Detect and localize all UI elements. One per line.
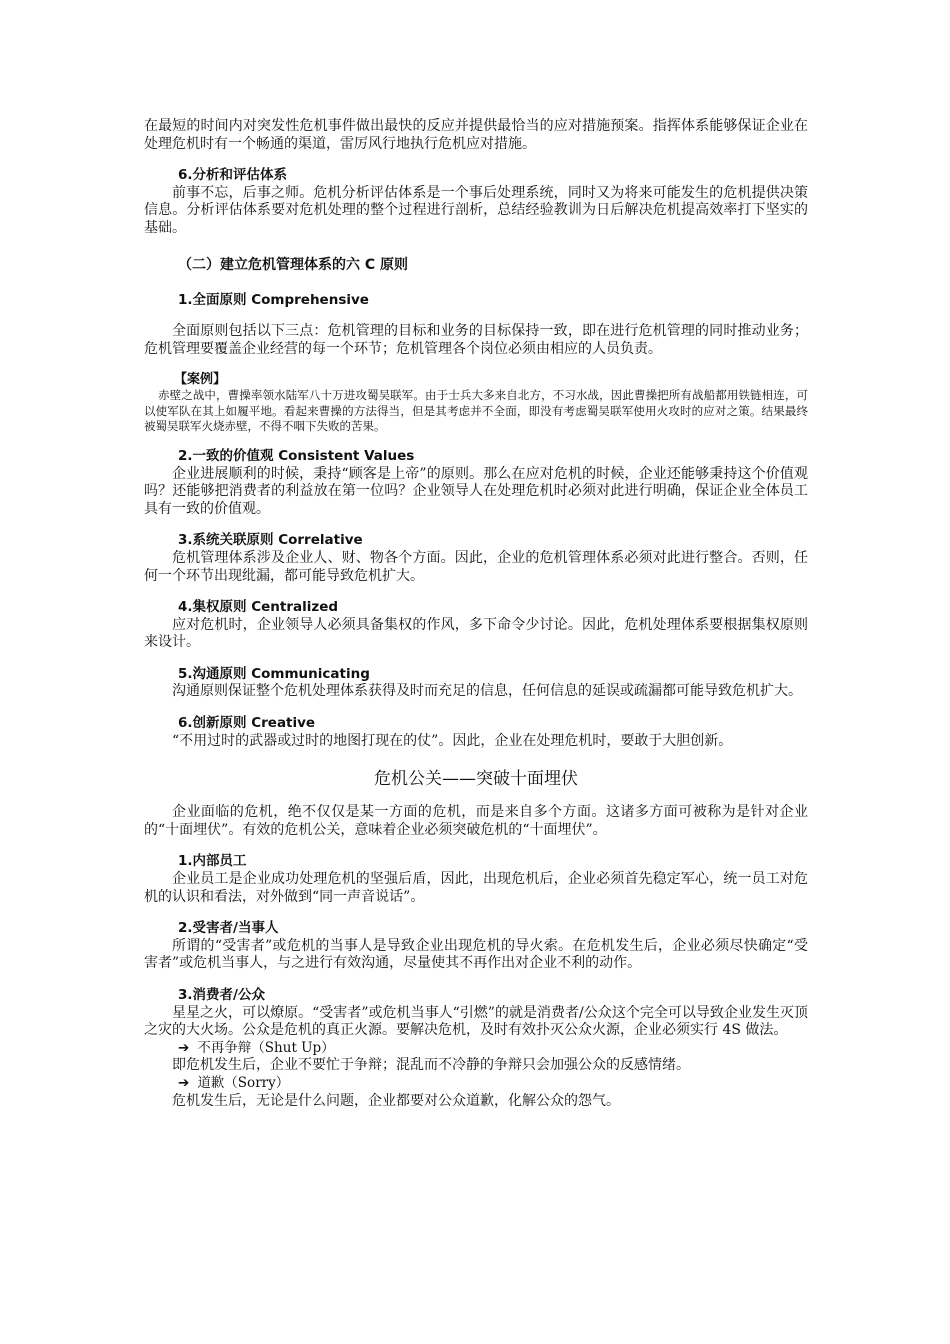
principle-heading-creative: 6.创新原则 Creative xyxy=(178,715,316,732)
principle-heading-comprehensive: 1.全面原则 Comprehensive xyxy=(178,291,369,308)
victim-heading: 2.受害者/当事人 xyxy=(178,920,279,937)
bullet-shut-up xyxy=(144,1040,808,1058)
crisis-pr-intro-paragraph: 企业面临的危机，绝不仅仅是某一方面的危机，而是来自多个方面。这诸多方面可被称为是针对企业的“十面埋伏”。有效的危机公关，意味着企业必须突破危机的“十面埋伏”。 xyxy=(144,804,808,838)
bullet-shut-up-label: 不再争辩（Shut Up） xyxy=(197,1039,335,1056)
staff-heading: 1.内部员工 xyxy=(178,853,247,870)
case-text: 赤壁之战中，曹操率领水陆军八十万进攻蜀吴联军。由于士兵大多来自北方，不习水战，因此曹操把所有战船都用铁链相连，可以使军队在其上如履平地。看起来曹操的方法得当，但是其考虑并不全面，即没有考虑蜀吴联军使用火攻时的应对之策。结果最终被蜀吴联军火烧赤壁，不得不咽下失败的苦果。 xyxy=(144,388,808,433)
intro-paragraph: 在最短的时间内对突发性危机事件做出最快的反应并提供最恰当的应对措施预案。指挥体系能够保证企业在处理危机时有一个畅通的渠道，雷厉风行地执行危机应对措施。 xyxy=(144,118,808,152)
six-c-section-heading: （二）建立危机管理体系的六 C 原则 xyxy=(178,256,409,273)
bullet-sorry-paragraph: 危机发生后，无论是什么问题，企业都要对公众道歉，化解公众的怨气。 xyxy=(172,1092,620,1109)
victim-paragraph: 所谓的“受害者”或危机的当事人是导致企业出现危机的导火索。在危机发生后，企业必须尽快确定“受害者”或危机当事人，与之进行有效沟通，尽量使其不再作出对企业不利的动作。 xyxy=(144,937,808,972)
principle-heading-correlative: 3.系统关联原则 Correlative xyxy=(178,532,363,549)
arrow-right-icon: ➔ xyxy=(178,1074,190,1091)
bullet-sorry xyxy=(144,1075,808,1093)
principle-text-comprehensive: 全面原则包括以下三点：危机管理的目标和业务的目标保持一致，即在进行危机管理的同时推动业务；危机管理要覆盖企业经营的每一个环节；危机管理各个岗位必须由相应的人员负责。 xyxy=(144,323,808,357)
bullet-sorry-label: 道歉（Sorry） xyxy=(197,1074,290,1091)
principle-text-communicating: 沟通原则保证整个危机处理体系获得及时而充足的信息，任何信息的延误或疏漏都可能导致危机扩大。 xyxy=(172,683,802,700)
principle-heading-communicating: 5.沟通原则 Communicating xyxy=(178,665,370,682)
principle-text-correlative: 危机管理体系涉及企业人、财、物各个方面。因此，企业的危机管理体系必须对此进行整合。否则，任何一个环节出现纰漏，都可能导致危机扩大。 xyxy=(144,549,808,584)
analysis-paragraph: 前事不忘，后事之师。危机分析评估体系是一个事后处理系统，同时又为将来可能发生的危机提供决策信息。分析评估体系要对危机处理的整个过程进行剖析，总结经验教训为日后解决危机提高效率打下坚实的基础。 xyxy=(144,184,808,236)
principle-text-creative: “不用过时的武器或过时的地图打现在的仗”。因此，企业在处理危机时，要敢于大胆创新。 xyxy=(172,732,733,749)
document-page xyxy=(144,118,808,1110)
principle-heading-centralized: 4.集权原则 Centralized xyxy=(178,599,339,616)
principle-text-centralized: 应对危机时，企业领导人必须具备集权的作风，多下命令少讨论。因此，危机处理体系要根据集权原则来设计。 xyxy=(144,616,808,651)
public-paragraph: 星星之火，可以燎原。“受害者”或危机当事人“引燃”的就是消费者/公众这个完全可以导致企业发生灭顶之灾的大火场。公众是危机的真正火源。要解决危机，及时有效扑灭公众火源，企业必须实行 4S 做法。 xyxy=(144,1004,808,1039)
bullet-shut-up-paragraph: 即危机发生后，企业不要忙于争辩；混乱而不冷静的争辩只会加强公众的反感情绪。 xyxy=(172,1057,690,1074)
principle-text-consistent: 企业进展顺利的时候，秉持“顾客是上帝”的原则。那么在应对危机的时候，企业还能够秉持这个价值观吗？还能够把消费者的利益放在第一位吗？企业领导人在处理危机时必须对此进行明确，保证企业全体员工具有一致的价值观。 xyxy=(144,465,808,517)
public-heading: 3.消费者/公众 xyxy=(178,987,265,1004)
analysis-heading: 6.分析和评估体系 xyxy=(178,167,288,184)
case-label: 【案例】 xyxy=(174,372,227,388)
staff-paragraph: 企业员工是企业成功处理危机的坚强后盾，因此，出现危机后，企业必须首先稳定军心，统一员工对危机的认识和看法，对外做到“同一声音说话”。 xyxy=(144,871,808,905)
arrow-right-icon: ➔ xyxy=(178,1039,190,1056)
principle-heading-consistent: 2.一致的价值观 Consistent Values xyxy=(178,447,415,464)
crisis-pr-title: 危机公关——突破十面埋伏 xyxy=(374,769,578,790)
